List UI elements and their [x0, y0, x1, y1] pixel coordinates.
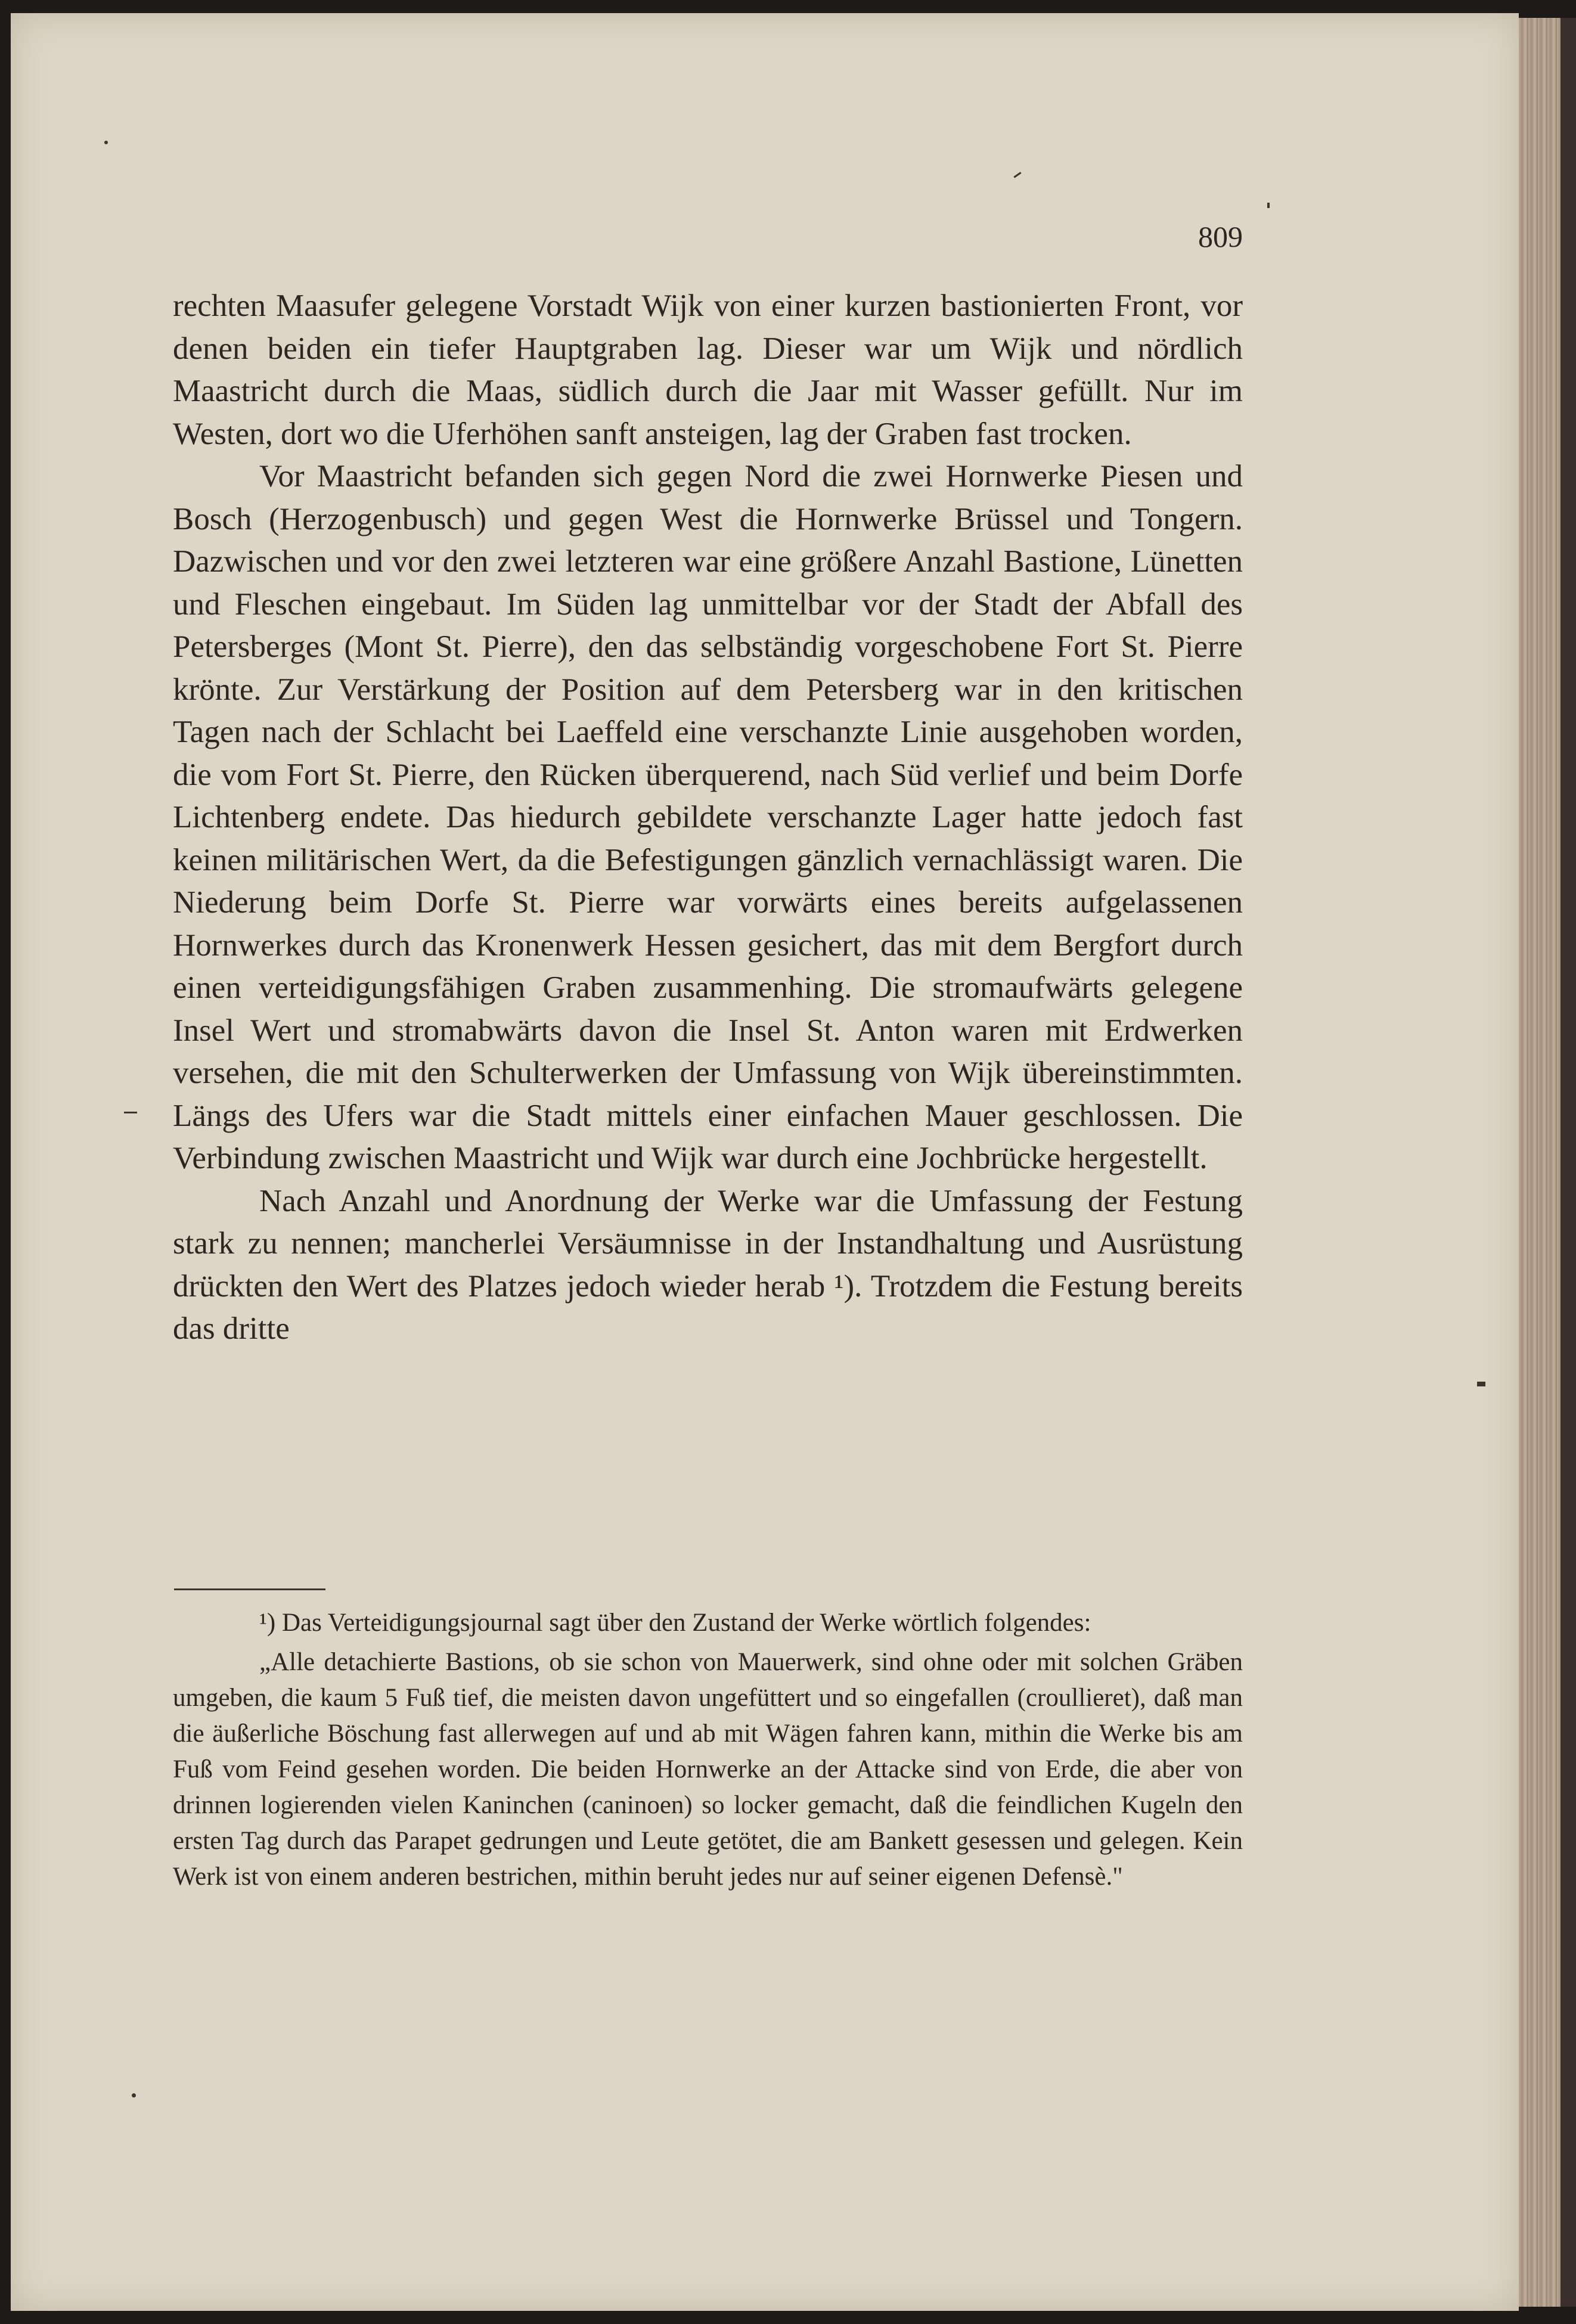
scan-speck — [104, 141, 108, 144]
scan-speck — [1267, 203, 1270, 208]
footnote-separator — [174, 1588, 325, 1590]
scan-speck — [1477, 1382, 1485, 1386]
footnote — [173, 1605, 1243, 1895]
page-edge-stack — [1519, 18, 1561, 2307]
scan-speck — [124, 1112, 137, 1113]
paragraph-3: Nach Anzahl und Anordnung der Werke war die Umfassung der Festung stark zu nennen; mancherlei Versäumnisse in der Instandhaltung und Ausrüstung drückten den Wert des Platzes jedoch wieder herab ¹). Trotzdem die Festung bereits das dritte — [173, 1183, 1243, 1346]
paragraph-1: rechten Maasufer gelegene Vorstadt Wijk von einer kurzen bastionierten Front, vor denen beiden ein tiefer Hauptgraben lag. Dieser war um Wijk und nördlich Maastricht durch die Maas, südlich durch die Jaar mit Wasser gefüllt. Nur im Westen, dort wo die Uferhöhen sanft ansteigen, lag der Graben fast trocken. — [173, 288, 1243, 451]
footnote-quote: „Alle detachierte Bastions, ob sie schon von Mauerwerk, sind ohne oder mit solchen Gräben umgeben, die kaum 5 Fuß tief, die meisten davon ungefüttert und so eingefallen (croullieret), daß man die äußerliche Böschung fast allerwegen auf und ab mit Wägen fahren kann, mithin die Werke bis am Fuß vom Feind gesehen worden. Die beiden Hornwerke an der Attacke sind von Erde, die aber von drinnen logierenden vielen Kaninchen (caninoen) so locker gemacht, daß die feindlichen Kugeln den ersten Tag durch das Parapet gedrungen und Leute getötet, die am Bankett gesessen und gelegen. Kein Werk ist von einem anderen bestrichen, mithin beruht jedes nur auf seiner eigenen Defensè." — [173, 1648, 1243, 1891]
page-number: 809 — [1198, 220, 1243, 253]
footnote-intro: Das Verteidigungsjournal sagt über den Zustand der Werke wörtlich folgendes: — [281, 1609, 1091, 1637]
footnote-marker: ¹) — [259, 1609, 276, 1637]
scan-speck — [132, 2093, 136, 2098]
paragraph-2: Vor Maastricht befanden sich gegen Nord die zwei Hornwerke Piesen und Bosch (Herzogenbusch) und gegen West die Hornwerke Brüssel und Tongern. Dazwischen und vor den zwei letzteren war eine größere Anzahl Bastione, Lünetten und Fleschen eingebaut. Im Süden lag unmittelbar vor der Stadt der Abfall des Petersberges (Mont St. Pierre), den das selbständig vorgeschobene Fort St. Pierre krönte. Zur Verstärkung der Position auf dem Petersberg war in den kritischen Tagen nach der Schlacht bei Laeffeld eine verschanzte Linie ausgehoben worden, die vom Fort St. Pierre, den Rücken überquerend, nach Süd verlief und beim Dorfe Lichtenberg endete. Das hiedurch gebildete verschanzte Lager hatte jedoch fast keinen militärischen Wert, da die Befestigungen gänzlich vernachlässigt waren. Die Niederung beim Dorfe St. Pierre war vorwärts eines bereits aufgelassenen Hornwerkes durch das Kronenwerk Hessen gesichert, das mit dem Bergfort durch einen verteidigungsfähigen Graben zusammenhing. Die stromaufwärts gelegene Insel Wert und stromabwärts davon die Insel St. Anton waren mit Erdwerken versehen, die mit den Schulterwerken der Umfassung von Wijk übereinstimmten. Längs des Ufers war die Stadt mittels einer einfachen Mauer geschlossen. Die Verbindung zwischen Maastricht und Wijk war durch eine Jochbrücke hergestellt. — [173, 459, 1243, 1175]
main-text — [173, 285, 1243, 1351]
book-cover-edge — [1561, 18, 1576, 2307]
footnote-intro-line — [173, 1605, 1243, 1641]
